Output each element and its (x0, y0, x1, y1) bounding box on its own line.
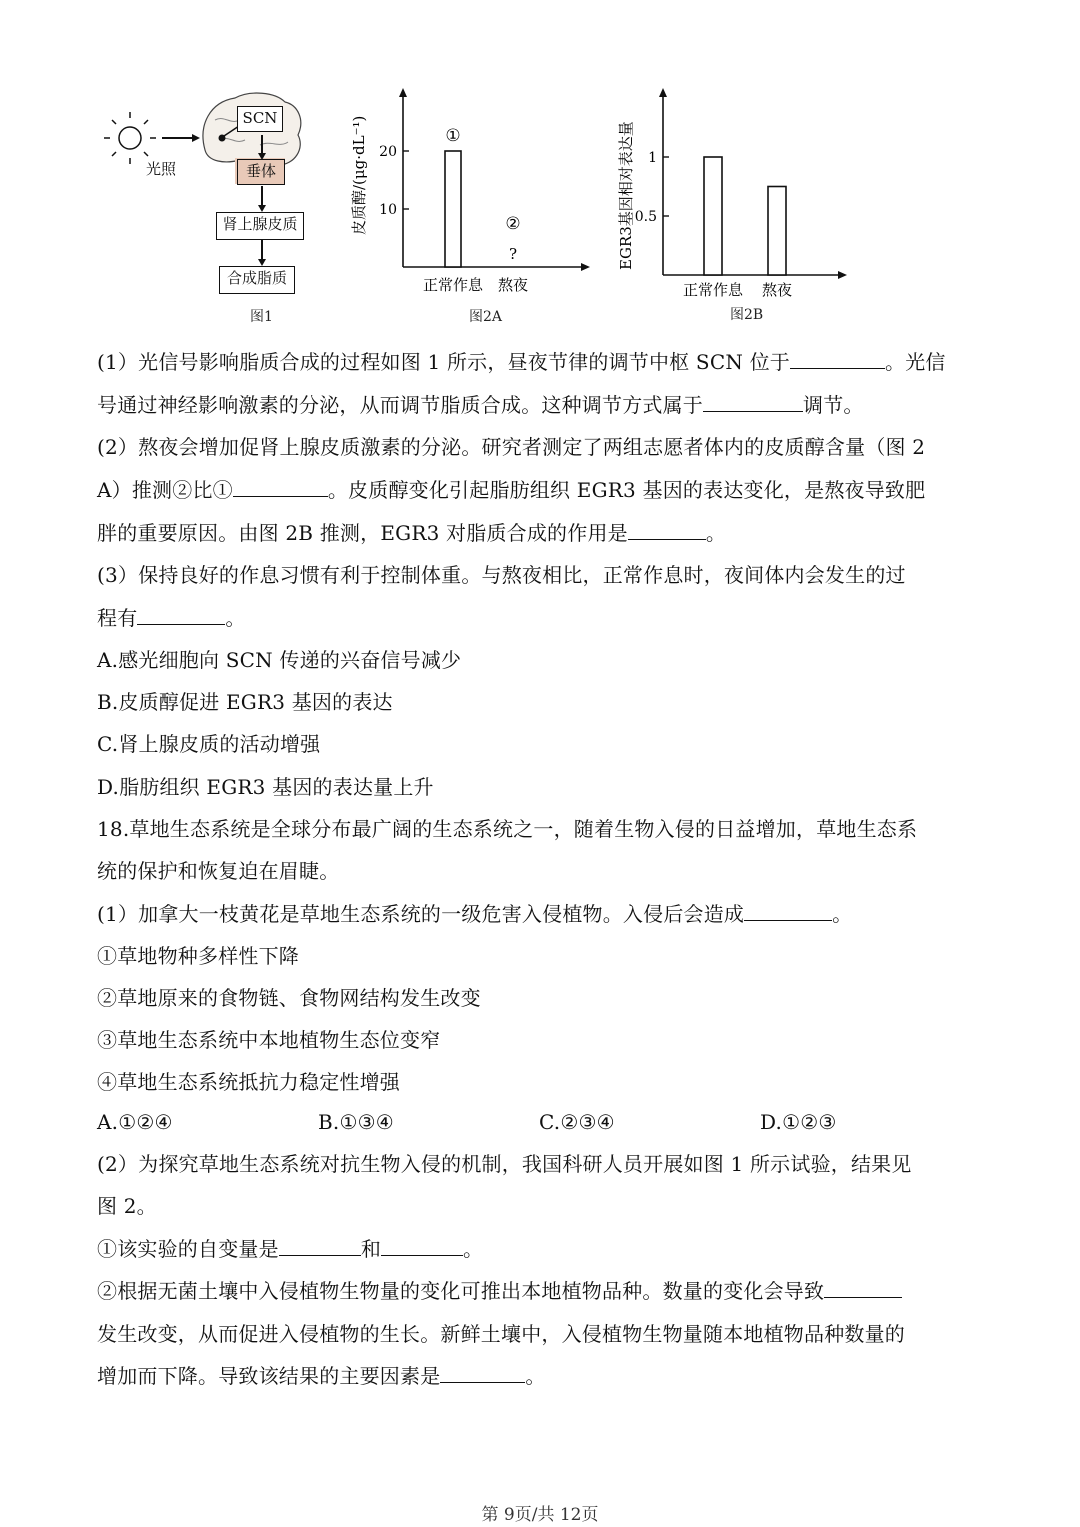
text-line (97, 1362, 546, 1390)
y-axis-label: 皮质醇/(μg·dL⁻¹) (350, 115, 368, 235)
text-line (97, 1320, 905, 1348)
text-segment: ③草地生态系统中本地植物生态位变窄 (97, 1028, 441, 1052)
page-footer: 第 9页/共 12页 (481, 1505, 599, 1525)
text-segment: 统的保护和恢复迫在眉睫。 (97, 859, 340, 883)
text-segment: 程有 (97, 606, 138, 630)
text-line (97, 942, 299, 970)
choice-b: B.①③④ (318, 1110, 394, 1134)
text-line (97, 773, 434, 801)
text-line (97, 1026, 440, 1054)
bar (704, 157, 722, 275)
choice-d: D.①②③ (760, 1110, 837, 1134)
text-line (97, 1277, 902, 1305)
text-line (97, 730, 320, 758)
text-segment: 和 (360, 1237, 382, 1261)
answer-blank[interactable] (233, 476, 328, 497)
x-tick-label: 熬夜 (761, 281, 793, 299)
y-tick-label: 0.5 (634, 209, 657, 225)
text-line (97, 476, 925, 504)
y-axis-label: EGR3基因相对表达量 (617, 121, 635, 270)
text-segment: 18.草地生态系统是全球分布最广阔的生态系统之一，随着生物入侵的日益增加，草地生态系 (97, 817, 918, 841)
text-segment: 。皮质醇变化引起脂肪组织 EGR3 基因的表达变化，是熬夜导致肥 (327, 478, 926, 502)
text-segment: (2）为探究草地生态系统对抗生物入侵的机制，我国科研人员开展如图 1 所示试验，结果见 (97, 1152, 912, 1176)
text-line (97, 900, 852, 928)
text-line (97, 646, 461, 674)
text-line (97, 857, 339, 885)
bar (445, 151, 461, 267)
answer-blank[interactable] (744, 900, 832, 921)
choice-c: C.②③④ (539, 1110, 615, 1134)
answer-blank[interactable] (381, 1235, 463, 1256)
text-segment: A.感光细胞向 SCN 传递的兴奋信号减少 (97, 648, 462, 672)
fig1-caption: 图1 (250, 309, 273, 325)
answer-blank[interactable] (137, 604, 225, 625)
text-line (97, 561, 906, 589)
text-segment: ①草地物种多样性下降 (97, 944, 299, 968)
text-line (97, 519, 726, 547)
text-segment: 增加而下降。导致该结果的主要因素是 (97, 1364, 441, 1388)
text-segment: C.肾上腺皮质的活动增强 (97, 732, 321, 756)
text-segment: 胖的重要原因。由图 2B 推测，EGR3 对脂质合成的作用是 (97, 521, 628, 545)
x-tick-label: 正常作息 (682, 281, 744, 299)
answer-blank[interactable] (703, 391, 803, 412)
text-segment: 发生改变，从而促进入侵植物的生长。新鲜土壤中，入侵植物生物量随本地植物品种数量的 (97, 1322, 905, 1346)
text-segment: D.脂肪组织 EGR3 基因的表达量上升 (97, 775, 434, 799)
answer-blank[interactable] (279, 1235, 361, 1256)
text-line (97, 348, 946, 376)
text-segment: 。 (832, 902, 853, 926)
answer-blank[interactable] (824, 1277, 902, 1298)
chart-2b (605, 85, 855, 300)
fig2b-caption: 图2B (730, 307, 764, 323)
choice-a: A.①②④ (97, 1110, 173, 1134)
bar (768, 187, 786, 276)
box-scn: SCN (237, 106, 283, 132)
text-line (97, 433, 925, 461)
text-line (97, 1192, 157, 1220)
text-segment: (3）保持良好的作息习惯有利于控制体重。与熬夜相比，正常作息时，夜间体内会发生的过 (97, 563, 906, 587)
text-segment: B.皮质醇促进 EGR3 基因的表达 (97, 690, 393, 714)
text-line (97, 1235, 483, 1263)
text-segment: ①该实验的自变量是 (97, 1237, 279, 1261)
chart-2a (350, 85, 600, 295)
text-segment: ②草地原来的食物链、食物网结构发生改变 (97, 986, 481, 1010)
box-pituitary: 垂体 (237, 159, 285, 185)
text-segment: 调节。 (803, 393, 864, 417)
text-segment: (2）熬夜会增加促肾上腺皮质激素的分泌。研究者测定了两组志愿者体内的皮质醇含量（图 2 (97, 435, 926, 459)
text-segment: 。 (225, 606, 246, 630)
text-segment: 。 (525, 1364, 546, 1388)
fig1-diagram (100, 90, 320, 290)
light-label: 光照 (146, 160, 177, 178)
x-tick-label: 正常作息 (422, 276, 484, 294)
y-tick-label: 10 (379, 202, 397, 218)
text-segment: 。光信 (885, 350, 946, 374)
text-line (97, 984, 481, 1012)
answer-blank[interactable] (628, 519, 706, 540)
text-line (97, 688, 393, 716)
text-segment: (1）光信号影响脂质合成的过程如图 1 所示，昼夜节律的调节中枢 SCN 位于 (97, 350, 790, 374)
text-line (97, 391, 864, 419)
x-tick-label: 熬夜 (497, 276, 529, 294)
text-line (97, 1068, 400, 1096)
text-segment: ②根据无菌土壤中入侵植物生物量的变化可推出本地植物品种。数量的变化会导致 (97, 1279, 825, 1303)
fig2a-caption: 图2A (469, 309, 503, 325)
answer-blank[interactable] (790, 348, 885, 369)
text-segment: 。 (705, 521, 727, 545)
text-segment: 。 (463, 1237, 484, 1261)
text-line (97, 815, 917, 843)
answer-blank[interactable] (440, 1362, 525, 1383)
bar-label: ② (505, 214, 521, 234)
bar-label: ① (445, 126, 461, 146)
text-line (97, 604, 246, 632)
text-segment: A）推测②比① (97, 478, 233, 502)
text-segment: ④草地生态系统抵抗力稳定性增强 (97, 1070, 400, 1094)
text-segment: 图 2。 (97, 1194, 157, 1218)
text-segment: 号通过神经影响激素的分泌，从而调节脂质合成。这种调节方式属于 (97, 393, 703, 417)
y-tick-label: 20 (379, 144, 397, 160)
text-segment: (1）加拿大一枝黄花是草地生态系统的一级危害入侵植物。入侵后会造成 (97, 902, 745, 926)
text-line (97, 1150, 912, 1178)
box-lipid-synthesis: 合成脂质 (219, 266, 295, 294)
unknown-mark: ? (508, 245, 518, 263)
sun-icon (104, 112, 156, 164)
y-tick-label: 1 (648, 150, 657, 166)
box-adrenal-cortex: 肾上腺皮质 (216, 212, 304, 240)
